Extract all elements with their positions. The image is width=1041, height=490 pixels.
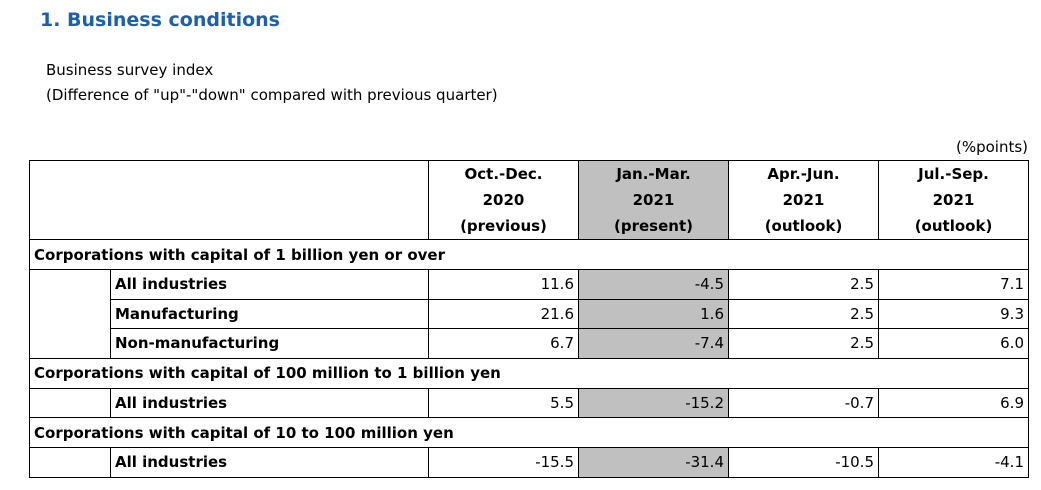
header-period: Apr.-Jun.	[767, 165, 840, 183]
value-outlook-q2: 2.5	[729, 329, 879, 359]
group-row-medium-corporations	[30, 358, 1029, 388]
value-previous: 5.5	[429, 388, 579, 418]
value-outlook-q2: -10.5	[729, 448, 879, 478]
table-caption: Business survey index	[46, 61, 214, 79]
header-period: Oct.-Dec.	[464, 165, 543, 183]
section-title: 1. Business conditions	[40, 9, 280, 31]
indent-cell	[30, 448, 111, 478]
header-status: (outlook)	[764, 217, 843, 235]
value-outlook-q3: -4.1	[879, 448, 1029, 478]
header-oct-dec-2020	[429, 161, 579, 240]
value-outlook-q2: 2.5	[729, 270, 879, 300]
value-previous: 21.6	[429, 299, 579, 329]
row-label: Manufacturing	[111, 299, 429, 329]
group-row-large-corporations	[30, 240, 1029, 270]
group-title: Corporations with capital of 100 million to 1 billion yen	[30, 358, 1029, 388]
value-outlook-q3: 9.3	[879, 299, 1029, 329]
value-present: 1.6	[579, 299, 729, 329]
header-year: 2020	[482, 191, 525, 209]
table-row	[30, 329, 1029, 359]
value-present: -15.2	[579, 388, 729, 418]
value-outlook-q3: 6.0	[879, 329, 1029, 359]
header-period: Jan.-Mar.	[616, 165, 691, 183]
header-status: (outlook)	[914, 217, 993, 235]
header-year: 2021	[932, 191, 975, 209]
business-survey-table	[29, 160, 1029, 478]
value-present: -4.5	[579, 270, 729, 300]
header-blank-cell	[30, 161, 429, 240]
header-status: (previous)	[460, 217, 547, 235]
value-outlook-q2: 2.5	[729, 299, 879, 329]
header-row	[30, 161, 1029, 240]
row-label: All industries	[111, 448, 429, 478]
group-title: Corporations with capital of 10 to 100 million yen	[30, 418, 1029, 448]
row-label: Non-manufacturing	[111, 329, 429, 359]
header-period: Jul.-Sep.	[918, 165, 989, 183]
header-year: 2021	[782, 191, 825, 209]
value-outlook-q3: 6.9	[879, 388, 1029, 418]
header-jan-mar-2021	[579, 161, 729, 240]
header-status: (present)	[614, 217, 693, 235]
unit-label: (%points)	[955, 138, 1028, 156]
group-row-small-corporations	[30, 418, 1029, 448]
header-jul-sep-2021	[879, 161, 1029, 240]
group-title: Corporations with capital of 1 billion yen or over	[30, 240, 1029, 270]
value-previous: -15.5	[429, 448, 579, 478]
header-year: 2021	[632, 191, 675, 209]
value-outlook-q2: -0.7	[729, 388, 879, 418]
table-row	[30, 299, 1029, 329]
table-row	[30, 270, 1029, 300]
value-outlook-q3: 7.1	[879, 270, 1029, 300]
row-label: All industries	[111, 270, 429, 300]
value-previous: 6.7	[429, 329, 579, 359]
indent-cell	[30, 270, 111, 359]
value-present: -31.4	[579, 448, 729, 478]
value-previous: 11.6	[429, 270, 579, 300]
value-present: -7.4	[579, 329, 729, 359]
header-apr-jun-2021	[729, 161, 879, 240]
table-row	[30, 388, 1029, 418]
table-caption-note: (Difference of "up"-"down" compared with previous quarter)	[46, 86, 498, 104]
table-row	[30, 448, 1029, 478]
indent-cell	[30, 388, 111, 418]
row-label: All industries	[111, 388, 429, 418]
